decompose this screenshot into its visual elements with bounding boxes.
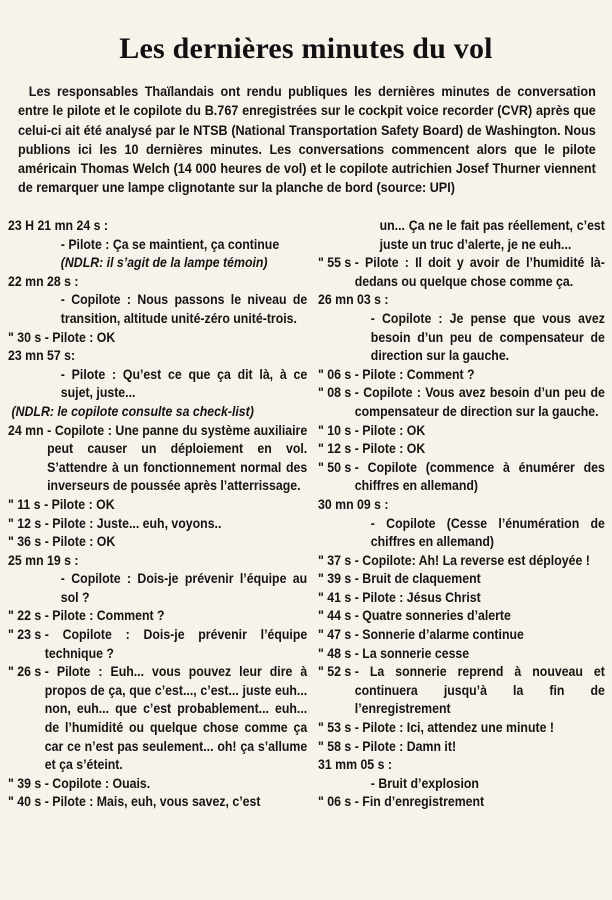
timestamp: " 47 s [318, 626, 352, 643]
utterance: - Pilote : Jésus Christ [354, 588, 481, 605]
timestamp: " 53 s [318, 719, 352, 736]
transcript-entry [8, 625, 307, 662]
transcript-entry [8, 216, 307, 253]
utterance: - Pilote : Comment ? [44, 607, 165, 624]
utterance: - Pilote : OK [44, 533, 116, 550]
transcript-entry [8, 514, 307, 533]
utterance: - Bruit d’explosion [370, 774, 479, 791]
timestamp: " 12 s [318, 440, 352, 457]
utterance: - Quatre sonneries d’alerte [354, 607, 511, 624]
utterance: - Pilote : Juste... euh, voyons.. [44, 514, 222, 531]
article-title: Les dernières minutes du vol [119, 32, 493, 66]
transcript-entry [318, 439, 605, 458]
utterance: - Pilote : Comment ? [354, 365, 475, 382]
timestamp: " 55 s [318, 254, 352, 271]
transcript-entry [318, 458, 605, 495]
utterance: - Pilote : Ça se maintient, ça continue [60, 235, 280, 252]
transcript-entry [318, 662, 605, 718]
utterance: - Copilote (Cesse l’énumération de chiffres en allemand) [370, 514, 605, 550]
utterance: - Pilote : Mais, euh, vous savez, c’est [44, 793, 261, 810]
transcript-entry [318, 495, 605, 551]
timestamp: 22 mn 28 s : [8, 272, 79, 289]
utterance: - Pilote : OK [354, 421, 426, 438]
utterance: - Copilote: Ah! La reverse est déployée ! [354, 551, 590, 568]
timestamp: " 39 s [318, 570, 352, 587]
transcript-entry [8, 346, 307, 402]
transcript-entry [318, 625, 605, 644]
timestamp: " 36 s [8, 533, 42, 550]
utterance: - Copilote : Vous avez besoin d’un peu de compensateur de direction sur la gauche. [354, 384, 605, 419]
transcript-entry [318, 421, 605, 440]
timestamp: 26 mn 03 s : [318, 291, 389, 308]
utterance: - Copilote : Dois-je prévenir l’équipe au sol ? [60, 570, 308, 605]
utterance: - Pilote : Ici, attendez une minute ! [354, 719, 554, 736]
transcript-entry [318, 383, 605, 420]
timestamp: " 39 s [8, 774, 42, 791]
timestamp: " 44 s [318, 607, 352, 624]
timestamp: " 58 s [318, 737, 352, 754]
timestamp: " 50 s [318, 458, 352, 475]
utterance: - Bruit de claquement [354, 570, 481, 587]
timestamp: " 11 s [8, 495, 41, 512]
utterance: - Pilote : OK [44, 495, 115, 512]
timestamp: " 37 s [318, 551, 352, 568]
utterance: - Pilote : Qu’est ce que ça dit là, à ce sujet, juste... [60, 365, 308, 401]
timestamp: 30 mn 09 s : [318, 495, 389, 512]
utterance: - Fin d’enregistrement [354, 793, 485, 810]
transcript-entry [318, 792, 605, 811]
transcript-entry [8, 774, 307, 793]
timestamp: " 22 s [8, 607, 42, 624]
transcript-entry [318, 569, 605, 588]
timestamp: " 48 s [318, 644, 352, 661]
utterance: - Pilote : Damn it! [354, 737, 457, 754]
utterance: - Copilote : Ouais. [44, 774, 151, 791]
timestamp: " 12 s [8, 514, 42, 531]
editor-note: (NDLR: il s’agit de la lampe témoin) [60, 254, 268, 271]
timestamp: " 06 s [318, 793, 352, 810]
transcript-entry [318, 290, 605, 364]
timestamp: 23 H 21 mn 24 s : [8, 217, 108, 233]
transcript-entry [318, 606, 605, 625]
timestamp: " 26 s [8, 663, 42, 680]
transcript-entry [318, 253, 605, 290]
timestamp: " 06 s [318, 365, 352, 382]
transcript-entry [8, 495, 307, 514]
timestamp: " 52 s [318, 663, 352, 680]
utterance: - Copilote : Une panne du système auxiliaire peut causer un déploiement en vol. S’attendre à un fonctionnement normal des inverseurs de poussée après l’atterrissage. [47, 421, 308, 494]
transcript-entry [318, 588, 605, 607]
transcript-right-column [318, 216, 605, 811]
utterance: - Copilote (commence à énumérer des chiffres en allemand) [354, 458, 605, 494]
transcript-entry [8, 272, 307, 328]
utterance: - Pilote : OK [354, 440, 426, 457]
transcript-entry [318, 718, 605, 737]
timestamp: " 40 s [8, 793, 42, 810]
transcript-entry [8, 792, 307, 811]
utterance: - Copilote : Nous passons le niveau de transition, altitude unité-zéro unité-trois. [60, 291, 308, 326]
transcript-entry [8, 551, 307, 607]
timestamp: " 41 s [318, 588, 352, 605]
timestamp: " 23 s [8, 626, 42, 643]
utterance-continued: un... Ça ne le fait pas réellement, c’est juste un truc d’alerte, je ne euh... [379, 217, 605, 252]
transcript-entry [8, 532, 307, 551]
editor-note: (NDLR: le copilote consulte sa check-list) [11, 402, 254, 419]
timestamp: " 30 s [8, 328, 42, 345]
transcript-entry [318, 644, 605, 663]
utterance: - Copilote : Je pense que vous avez besoin d’un peu de compensateur de direction sur la gauche. [370, 309, 605, 364]
transcript-entry [8, 421, 307, 495]
utterance: - Copilote : Dois-je prévenir l’équipe technique ? [44, 626, 308, 661]
timestamp: 31 mm 05 s : [318, 756, 392, 773]
transcript-entry [318, 365, 605, 384]
transcript-entry [8, 328, 307, 347]
timestamp: " 10 s [318, 421, 352, 438]
article-intro: Les responsables Thaïlandais ont rendu publiques les dernières minutes de conversation entre le pilote et le copilote du B.767 enregistrées sur le cockpit voice recorder (CVR) après que celui-ci ait été analysé par le NTSB (National Transportation Safety Board) de Washington. Nous publions ici les 10 dernières minutes. Les conversations commencent alors que le pilote américain Thomas Welch (14 000 heures de vol) et le copilote autrichien Josef Thurner viennent de remarquer une lampe clignotante sur la planche de bord (source: UPI) [18, 83, 596, 196]
utterance: - Pilote : Euh... vous pouvez leur dire à propos de ça, que c’est..., c’est... juste euh... non, euh... que c’est probablement... euh... de l’humidité ou quelque chose comme ça car ce n’est pas seulement... oh! ça s’allume et ça s’éteint. [44, 663, 308, 773]
transcript-entry [318, 551, 605, 570]
transcript-entry [8, 662, 307, 774]
timestamp: 24 mn [8, 421, 44, 438]
transcript-entry [318, 755, 605, 792]
utterance: - Pilote : OK [44, 328, 116, 345]
utterance: - Sonnerie d’alarme continue [354, 626, 524, 643]
transcript-left-column [8, 216, 307, 811]
transcript-entry [8, 606, 307, 625]
utterance: - Pilote : Il doit y avoir de l’humidité là-dedans ou quelque chose comme ça. [354, 254, 605, 289]
timestamp: " 08 s [318, 384, 352, 401]
transcript-entry [318, 737, 605, 756]
utterance: - La sonnerie reprend à nouveau et continuera jusqu’à la fin de l’enregistrement [354, 663, 605, 717]
timestamp: 25 mn 19 s : [8, 551, 79, 568]
timestamp: 23 mn 57 s: [8, 347, 76, 364]
utterance: - La sonnerie cesse [354, 644, 470, 661]
